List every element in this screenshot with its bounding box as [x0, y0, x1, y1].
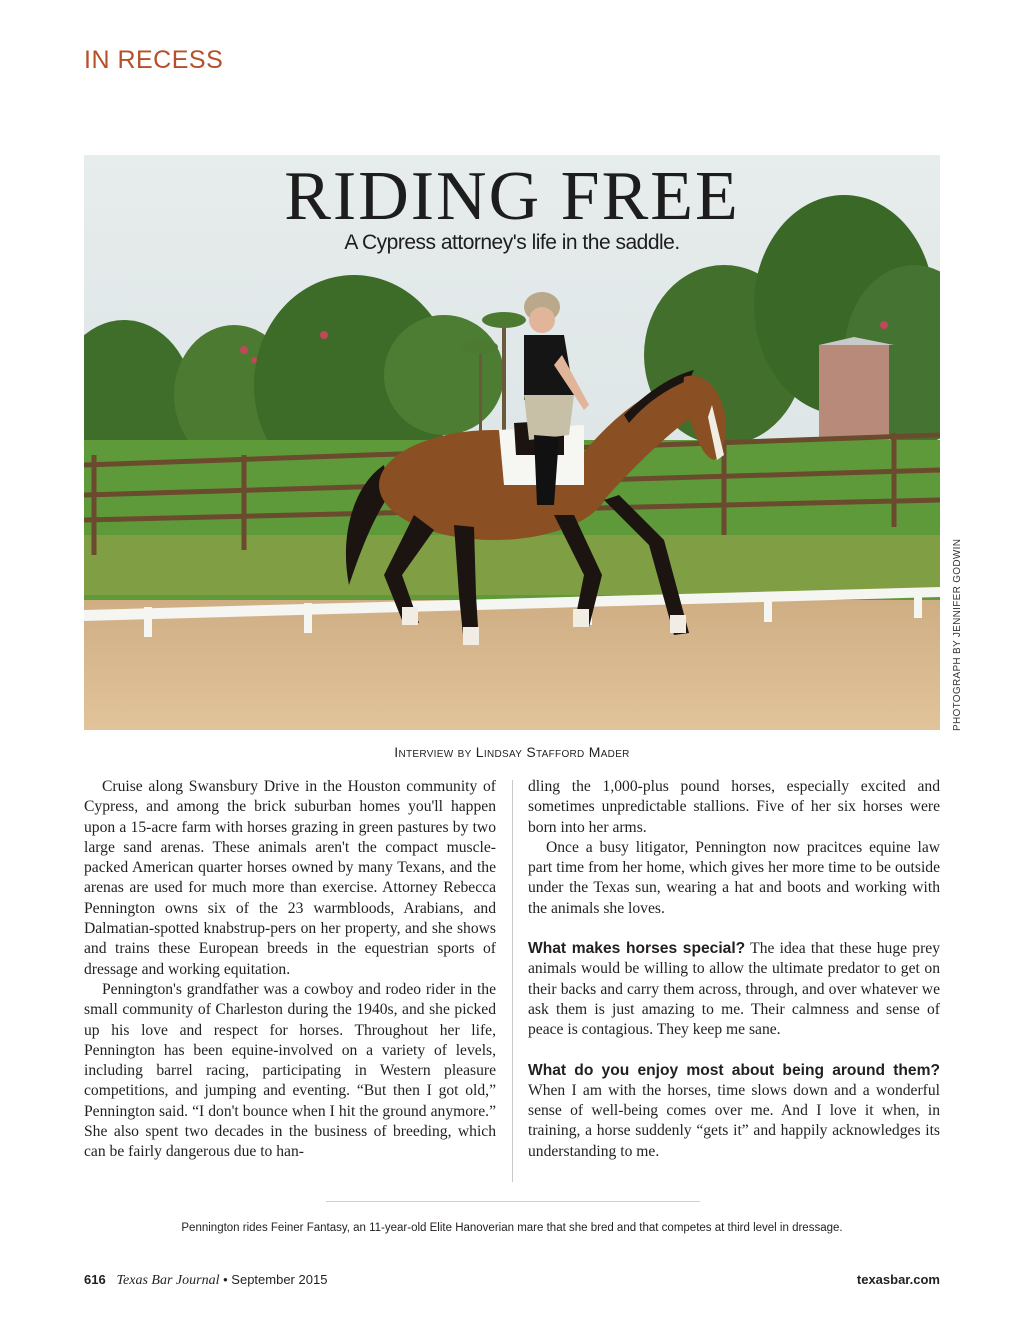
- website-link[interactable]: texasbar.com: [856, 1272, 940, 1287]
- column-divider: [512, 780, 513, 1182]
- footer-bullet: •: [223, 1272, 228, 1287]
- article-paragraph: Cruise along Swansbury Drive in the Houston community of Cypress, and among the brick suburban homes you'll happen upon a 15-acre farm with horses grazing in green pastures by two large sand arenas. These animals aren't the compact muscle-packed American quarter horses owned by many Texans, and the arenas are used for much more than exercise. Attorney Rebecca Pennington owns six of the 23 warmbloods, Arabians, and Dalmatian-spotted knabstrup-pers on her property, and she shows and trains these European breeds in the equestrian sports of dressage and working equitation.: [84, 778, 496, 978]
- article-paragraph-continued: dling the 1,000-plus pound horses, especially excited and sometimes unpredictable stallions. Five of her six horses were born into her arms.: [528, 778, 940, 836]
- article-paragraph: Once a busy litigator, Pennington now pracitces equine law part time from her home, which gives her more time to be outside under the Texas sun, wearing a hat and boots and working with the animals she loves.: [528, 838, 940, 917]
- photo-caption: Pennington rides Feiner Fantasy, an 11-year-old Elite Hanoverian mare that she bred and that competes at third level in dressage.: [181, 1222, 843, 1234]
- article-column-left: [84, 777, 496, 1163]
- qa-block: [528, 939, 940, 1040]
- qa-question: What makes horses special?: [528, 940, 746, 958]
- sand-arena: [84, 600, 940, 730]
- qa-answer: The idea that these huge prey animals would be willing to allow the ultimate predator to get on their backs and carry them across, through, and over whatever we ask them is just amazing to me. Their calmness and sense of peace is contagious. They keep me sane.: [528, 940, 940, 1039]
- hero-photo: [84, 155, 940, 730]
- qa-answer: When I am with the horses, time slows down and a wonderful sense of well-being comes over me. And I love it when, in training, a horse suddenly “gets it” and happily acknowledges its understanding to me.: [528, 1081, 940, 1160]
- barn: [819, 337, 894, 445]
- article-paragraph: Pennington's grandfather was a cowboy and rodeo rider in the small community of Charleston during the 1940s, and she picked up his love and respect for horses. Throughout her life, Pennington has been equine-involved on a variety of levels, including barrel racing, participating in Western pleasure competitions, and jumping and eventing. “But then I got old,” Pennington said. “I don't bounce when I hit the ground anymore.” She also spent two decades in the business of breeding, which can be fairly dangerous due to han-: [84, 980, 496, 1161]
- section-label: IN RECESS: [84, 46, 224, 74]
- qa-block: [528, 1061, 940, 1162]
- photo-credit: PHOTOGRAPH BY JENNIFER GODWIN: [952, 538, 963, 731]
- article-subtitle: A Cypress attorney's life in the saddle.: [344, 231, 680, 254]
- caption-divider: [326, 1201, 700, 1202]
- article-column-right: [528, 777, 940, 1162]
- page-number: 616: [84, 1272, 106, 1287]
- footer-left: [84, 1272, 327, 1289]
- qa-question: What do you enjoy most about being around them?: [528, 1061, 940, 1079]
- article-title: RIDING FREE: [284, 158, 740, 235]
- journal-name: Texas Bar Journal: [116, 1273, 220, 1288]
- byline: Interview by Lindsay Stafford Mader: [394, 744, 630, 760]
- issue-date: September 2015: [231, 1272, 328, 1287]
